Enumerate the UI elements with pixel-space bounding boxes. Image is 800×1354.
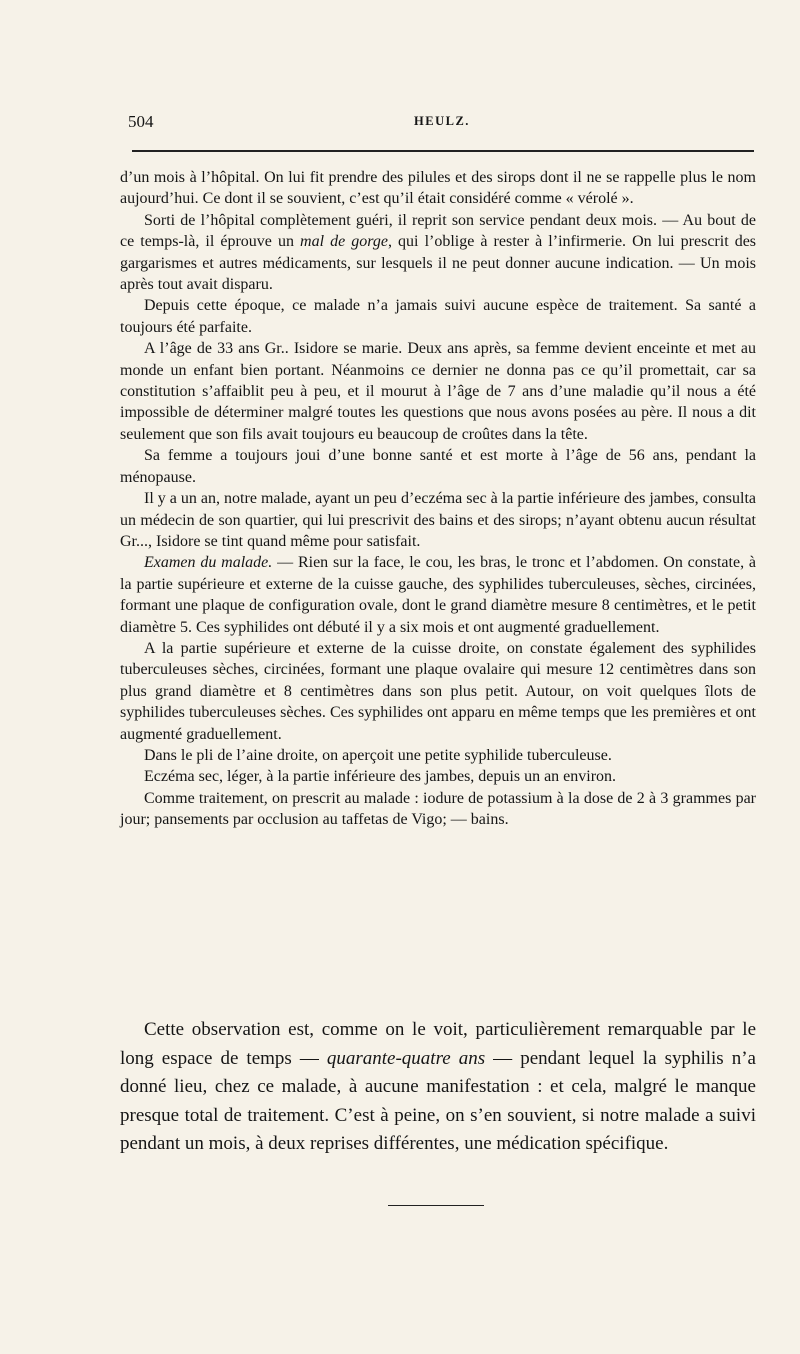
paragraph-text: , qui l’oblige à rester à l’infirmerie. On lui prescrit des gargarismes et autres médicaments, sur lesquels il ne peut donner aucune indication. — Un mois après tout avait disparu. bbox=[120, 233, 757, 294]
paragraph-emphasis: mal de gorge bbox=[300, 233, 388, 251]
header-rule bbox=[132, 150, 754, 152]
end-rule bbox=[388, 1205, 484, 1206]
conclusion-paragraph bbox=[120, 1016, 756, 1159]
paragraph: Sa femme a toujours joui d’une bonne santé et est morte à l’âge de 56 ans, pendant la ménopause. bbox=[120, 447, 756, 486]
conclusion-emphasis: quarante-quatre ans bbox=[326, 1047, 486, 1069]
paragraph: Dans le pli de l’aine droite, on aperçoit une petite syphilide tuberculeuse. bbox=[144, 746, 612, 764]
paragraph: Depuis cette époque, ce malade n’a jamais suivi aucune espèce de traitement. Sa santé a toujours été parfaite. bbox=[120, 297, 756, 336]
conclusion-text-start: Cette observation est, comme on le voit, particulièrement remarquable par le long espace de temps — bbox=[120, 1019, 756, 1069]
paragraph: Il y a un an, notre malade, ayant un peu d’eczéma sec à la partie inférieure des jambes, consulta un médecin de son quartier, qui lui prescrivit des bains et des sirops; n’ayant obtenu aucun résultat Gr..., Isidore se tint quand même pour satisfait. bbox=[120, 490, 756, 550]
conclusion-text-end: — pendant lequel la syphilis n’a donné lieu, chez ce malade, à aucune manifestation : et cela, malgré le manque presque total de traitement. C’est à peine, on s’en souvient, si notre malade a suivi pendant un mois, à deux reprises différentes, une médication spécifique. bbox=[120, 1047, 756, 1155]
paragraph: A la partie supérieure et externe de la cuisse droite, on constate également des syphilides tuberculeuses sèches, circinées, formant une plaque ovalaire qui mesure 12 centimètres dans son plus grand diamètre et 8 centimètres dans son plus petit. Autour, on voit quelques îlots de syphilides tuberculeuses sèches. Ces syphilides ont apparu en même temps que les premières et ont augmenté graduellement. bbox=[120, 639, 756, 743]
paragraph bbox=[120, 552, 756, 638]
section-heading: Examen du malade. bbox=[144, 554, 273, 572]
observation-text bbox=[120, 167, 756, 831]
paragraph: Comme traitement, on prescrit au malade : iodure de potassium à la dose de 2 à 3 grammes par jour; pansements par occlusion au taffetas de Vigo; — bains. bbox=[120, 789, 756, 829]
running-title: HEULZ. bbox=[414, 114, 470, 128]
paragraph: A l’âge de 33 ans Gr.. Isidore se marie. Deux ans après, sa femme devient enceinte et met au monde un enfant bien portant. Néanmoins ce dernier ne donna pas ce qu’il promettait, car sa constitution s’affaiblit peu à peu, et il mourut à l’âge de 7 ans d’une maladie qu’il nous a été impossible de déterminer malgré toutes les questions que nous avons posées au père. Il nous a dit seulement que son fils avait toujours eu beaucoup de croûtes dans la tête. bbox=[120, 340, 756, 443]
running-head bbox=[128, 112, 756, 138]
paragraph-text: — Rien sur la face, le cou, les bras, le tronc et l’abdomen. On constate, à la partie supérieure et externe de la cuisse gauche, des syphilides tuberculeuses, sèches, circinées, formant une plaque de configuration ovale, dont le grand diamètre mesure 8 centimètres, et le petit diamètre 5. Ces syphilides ont débuté il y a six mois et ont augmenté graduellement. bbox=[120, 554, 757, 636]
paragraph: Eczéma sec, léger, à la partie inférieure des jambes, depuis un an environ. bbox=[144, 768, 617, 786]
paragraph bbox=[120, 210, 756, 296]
paragraph-text: Sorti de l’hôpital complètement guéri, il reprit son service pendant deux mois. — Au bout de ce temps-là, il éprouve un bbox=[120, 211, 756, 251]
conclusion-text bbox=[120, 1016, 756, 1159]
page-number: 504 bbox=[128, 112, 154, 131]
paragraph: d’un mois à l’hôpital. On lui fit prendre des pilules et des sirops dont il ne se rappelle plus le nom aujourd’hui. Ce dont il se souvient, c’est qu’il était considéré comme « vérolé ». bbox=[120, 169, 756, 208]
